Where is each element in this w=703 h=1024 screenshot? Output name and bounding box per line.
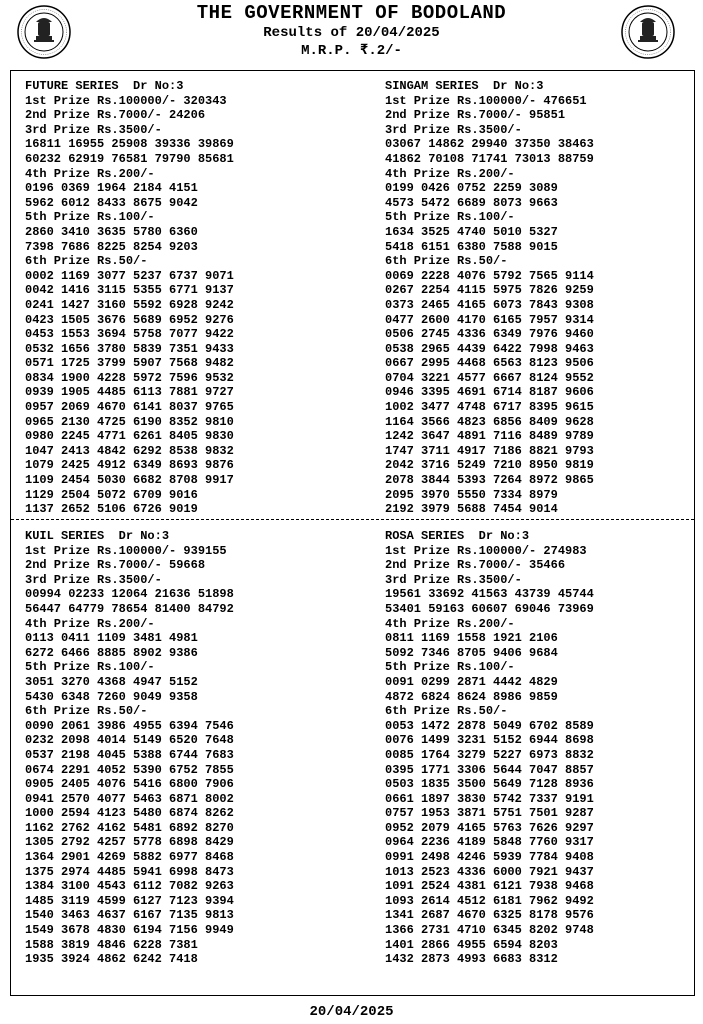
result-line: 1162 2762 4162 5481 6892 8270 <box>25 820 234 835</box>
result-line: 1485 3119 4599 6127 7123 9394 <box>25 893 234 908</box>
page-header <box>0 0 703 70</box>
result-line: 6th Prize Rs.50/- <box>385 254 508 269</box>
result-line: 3051 3270 4368 4947 5152 <box>25 674 198 689</box>
result-line: 0661 1897 3830 5742 7337 9191 <box>385 791 594 806</box>
result-line: 6th Prize Rs.50/- <box>25 254 148 269</box>
result-line: 2nd Prize Rs.7000/- 24206 <box>25 108 206 123</box>
result-line: 5th Prize Rs.100/- <box>25 660 155 675</box>
result-line: 5th Prize Rs.100/- <box>385 210 515 225</box>
result-line: 0506 2745 4336 6349 7976 9460 <box>385 327 594 342</box>
result-line: 4573 5472 6689 8073 9663 <box>385 195 558 210</box>
result-line: 2860 3410 3635 5780 6360 <box>25 224 198 239</box>
result-line: 2042 3716 5249 7210 8950 9819 <box>385 458 594 473</box>
result-line: 1341 2687 4670 6325 8178 9576 <box>385 908 594 923</box>
result-line: 0704 3221 4577 6667 8124 9552 <box>385 370 594 385</box>
result-line: 60232 62919 76581 79790 85681 <box>25 151 234 166</box>
result-line: 1164 3566 4823 6856 8409 9628 <box>385 414 594 429</box>
result-line: 0674 2291 4052 5390 6752 7855 <box>25 762 234 777</box>
result-line: 0964 2236 4189 5848 7760 9317 <box>385 835 594 850</box>
result-line: 4th Prize Rs.200/- <box>385 616 515 631</box>
result-line: 1137 2652 5106 6726 9019 <box>25 502 198 517</box>
result-line: 56447 64779 78654 81400 84792 <box>25 601 234 616</box>
result-line: 1935 3924 4862 6242 7418 <box>25 952 198 967</box>
series-heading: KUIL SERIES Dr No:3 <box>25 529 170 543</box>
result-line: 1375 2974 4485 5941 6998 8473 <box>25 864 234 879</box>
result-line: 1st Prize Rs.100000/- 320343 <box>25 93 227 108</box>
result-line: 2nd Prize Rs.7000/- 35466 <box>385 558 566 573</box>
result-line: 0991 2498 4246 5939 7784 9408 <box>385 850 594 865</box>
result-line: 0053 1472 2878 5049 6702 8589 <box>385 718 594 733</box>
result-line: 0002 1169 3077 5237 6737 9071 <box>25 268 234 283</box>
result-line: 0196 0369 1964 2184 4151 <box>25 181 198 196</box>
result-line: 0395 1771 3306 5644 7047 8857 <box>385 762 594 777</box>
section-divider <box>11 519 694 520</box>
result-line: 19561 33692 41563 43739 45744 <box>385 587 594 602</box>
result-line: 0667 2995 4468 6563 8123 9506 <box>385 356 594 371</box>
result-line: 2192 3979 5688 7454 9014 <box>385 502 558 517</box>
result-line: 0423 1505 3676 5689 6952 9276 <box>25 312 234 327</box>
result-line: 3rd Prize Rs.3500/- <box>385 122 522 137</box>
result-line: 1129 2504 5072 6709 9016 <box>25 487 198 502</box>
result-line: 0834 1900 4228 5972 7596 9532 <box>25 370 234 385</box>
result-line: 0532 1656 3780 5839 7351 9433 <box>25 341 234 356</box>
results-date: Results of 20/04/2025 <box>263 25 440 41</box>
result-line: 7398 7686 8225 8254 9203 <box>25 239 198 254</box>
singam-series-block <box>385 79 594 517</box>
result-line: 0537 2198 4045 5388 6744 7683 <box>25 747 234 762</box>
result-line: 0373 2465 4165 6073 7843 9308 <box>385 297 594 312</box>
footer-date: 20/04/2025 <box>309 1004 394 1020</box>
result-line: 4th Prize Rs.200/- <box>25 166 155 181</box>
result-line: 6272 6466 8885 8902 9386 <box>25 645 198 660</box>
result-line: 1002 3477 4748 6717 8395 9615 <box>385 400 594 415</box>
result-line: 16811 16955 25908 39336 39869 <box>25 137 234 152</box>
result-line: 0069 2228 4076 5792 7565 9114 <box>385 268 594 283</box>
result-line: 0042 1416 3115 5355 6771 9137 <box>25 283 234 298</box>
result-line: 0503 1835 3500 5649 7128 8936 <box>385 777 594 792</box>
result-line: 5962 6012 8433 8675 9042 <box>25 195 198 210</box>
result-line: 4th Prize Rs.200/- <box>25 616 155 631</box>
result-line: 2078 3844 5393 7264 8972 9865 <box>385 473 594 488</box>
result-line: 1109 2454 5030 6682 8708 9917 <box>25 473 234 488</box>
mrp-price: M.R.P. ₹.2/- <box>301 43 402 59</box>
result-line: 1747 3711 4917 7186 8821 9793 <box>385 443 594 458</box>
result-line: 1013 2523 4336 6000 7921 9437 <box>385 864 594 879</box>
result-line: 5092 7346 8705 9406 9684 <box>385 645 558 660</box>
result-line: 0905 2405 4076 5416 6800 7906 <box>25 777 234 792</box>
bodoland-seal-icon <box>16 4 72 60</box>
result-line: 0538 2965 4439 6422 7998 9463 <box>385 341 594 356</box>
series-heading: FUTURE SERIES Dr No:3 <box>25 79 184 93</box>
result-line: 0076 1499 3231 5152 6944 8698 <box>385 733 594 748</box>
result-line: 1549 3678 4830 6194 7156 9949 <box>25 923 234 938</box>
result-line: 5430 6348 7260 9049 9358 <box>25 689 198 704</box>
result-line: 1000 2594 4123 5480 6874 8262 <box>25 806 234 821</box>
result-line: 0113 0411 1109 3481 4981 <box>25 631 198 646</box>
result-line: 03067 14862 29940 37350 38463 <box>385 137 594 152</box>
result-line: 53401 59163 60607 69046 73969 <box>385 601 594 616</box>
result-line: 1634 3525 4740 5010 5327 <box>385 224 558 239</box>
result-line: 1366 2731 4710 6345 8202 9748 <box>385 923 594 938</box>
result-line: 0946 3395 4691 6714 8187 9606 <box>385 385 594 400</box>
result-line: 1384 3100 4543 6112 7082 9263 <box>25 879 234 894</box>
result-line: 2nd Prize Rs.7000/- 95851 <box>385 108 566 123</box>
result-line: 0939 1905 4485 6113 7881 9727 <box>25 385 234 400</box>
result-line: 0571 1725 3799 5907 7568 9482 <box>25 356 234 371</box>
result-line: 0757 1953 3871 5751 7501 9287 <box>385 806 594 821</box>
result-line: 5th Prize Rs.100/- <box>25 210 155 225</box>
result-line: 0957 2069 4670 6141 8037 9765 <box>25 400 234 415</box>
result-line: 0241 1427 3160 5592 6928 9242 <box>25 297 234 312</box>
series-heading: SINGAM SERIES Dr No:3 <box>385 79 544 93</box>
rosa-series-block <box>385 529 594 967</box>
result-line: 41862 70108 71741 73013 88759 <box>385 151 594 166</box>
result-line: 1588 3819 4846 6228 7381 <box>25 937 198 952</box>
result-line: 5th Prize Rs.100/- <box>385 660 515 675</box>
result-line: 1st Prize Rs.100000/- 476651 <box>385 93 587 108</box>
result-line: 1432 2873 4993 6683 8312 <box>385 952 558 967</box>
result-line: 6th Prize Rs.50/- <box>385 704 508 719</box>
result-line: 0965 2130 4725 6190 8352 9810 <box>25 414 234 429</box>
result-line: 0267 2254 4115 5975 7826 9259 <box>385 283 594 298</box>
result-line: 0199 0426 0752 2259 3089 <box>385 181 558 196</box>
result-line: 0811 1169 1558 1921 2106 <box>385 631 558 646</box>
result-line: 3rd Prize Rs.3500/- <box>385 572 522 587</box>
result-line: 6th Prize Rs.50/- <box>25 704 148 719</box>
result-line: 3rd Prize Rs.3500/- <box>25 572 162 587</box>
result-line: 1364 2901 4269 5882 6977 8468 <box>25 850 234 865</box>
result-line: 3rd Prize Rs.3500/- <box>25 122 162 137</box>
result-line: 0980 2245 4771 6261 8405 9830 <box>25 429 234 444</box>
result-line: 0941 2570 4077 5463 6871 8002 <box>25 791 234 806</box>
result-line: 1242 3647 4891 7116 8489 9789 <box>385 429 594 444</box>
result-line: 0085 1764 3279 5227 6973 8832 <box>385 747 594 762</box>
result-line: 1540 3463 4637 6167 7135 9813 <box>25 908 234 923</box>
result-line: 1047 2413 4842 6292 8538 9832 <box>25 443 234 458</box>
result-line: 1305 2792 4257 5778 6898 8429 <box>25 835 234 850</box>
result-line: 1091 2524 4381 6121 7938 9468 <box>385 879 594 894</box>
result-line: 1401 2866 4955 6594 8203 <box>385 937 558 952</box>
result-line: 1st Prize Rs.100000/- 274983 <box>385 543 587 558</box>
result-line: 2nd Prize Rs.7000/- 59668 <box>25 558 206 573</box>
result-line: 1st Prize Rs.100000/- 939155 <box>25 543 227 558</box>
results-box <box>10 70 695 996</box>
result-line: 1079 2425 4912 6349 8693 9876 <box>25 458 234 473</box>
result-line: 4872 6824 8624 8986 9859 <box>385 689 558 704</box>
future-series-block <box>25 79 234 517</box>
series-heading: ROSA SERIES Dr No:3 <box>385 529 530 543</box>
result-line: 0232 2098 4014 5149 6520 7648 <box>25 733 234 748</box>
result-line: 0952 2079 4165 5763 7626 9297 <box>385 820 594 835</box>
result-line: 5418 6151 6380 7588 9015 <box>385 239 558 254</box>
bodoland-seal-icon <box>620 4 676 60</box>
result-line: 0477 2600 4170 6165 7957 9314 <box>385 312 594 327</box>
result-line: 4th Prize Rs.200/- <box>385 166 515 181</box>
result-line: 0453 1553 3694 5758 7077 9422 <box>25 327 234 342</box>
result-line: 0091 0299 2871 4442 4829 <box>385 674 558 689</box>
result-line: 2095 3970 5550 7334 8979 <box>385 487 558 502</box>
result-line: 00994 02233 12064 21636 51898 <box>25 587 234 602</box>
page-title: THE GOVERNMENT OF BODOLAND <box>196 2 507 24</box>
kuil-series-block <box>25 529 234 967</box>
result-line: 1093 2614 4512 6181 7962 9492 <box>385 893 594 908</box>
result-line: 0090 2061 3986 4955 6394 7546 <box>25 718 234 733</box>
